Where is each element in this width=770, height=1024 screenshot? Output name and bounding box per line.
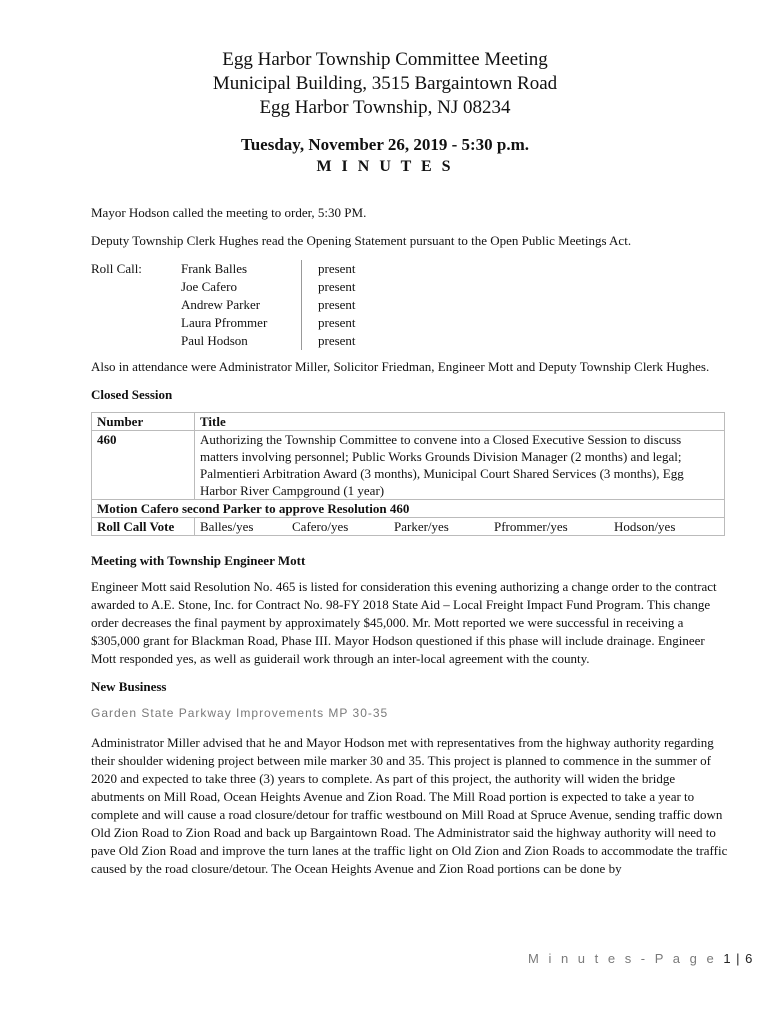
engineer-paragraph: Engineer Mott said Resolution No. 465 is listed for consideration this evening authorizing a change order to the contract awarded to A.E. Stone, Inc. for Contract No. 98-FY 2018 State Aid – Local Freight Impact Fund Program. This change order decreases the final payment by approximately $45,000. Mr. Mott reported we were successful in receiving a $305,000 grant for Blackman Road, Phase III. Mayor Hodson questioned if this phase will include drainage. Engineer Mott responded yes, as well as guiderail work through an inter-local agreement with the county. bbox=[91, 579, 717, 666]
opening-statement-paragraph: Deputy Township Clerk Hughes read the Opening Statement pursuant to the Open Public Meetings Act. bbox=[91, 233, 632, 248]
closed-session-table bbox=[91, 412, 725, 536]
header-city: Egg Harbor Township, NJ 08234 bbox=[259, 97, 511, 118]
document-header bbox=[0, 48, 770, 120]
minutes-title: M I N U T E S bbox=[316, 158, 454, 175]
parkway-subheading: Garden State Parkway Improvements MP 30-35 bbox=[91, 706, 389, 720]
roll-call-name: Paul Hodson bbox=[181, 333, 248, 348]
table-row bbox=[92, 413, 725, 431]
roll-call-status: present bbox=[318, 297, 356, 312]
closed-session-heading: Closed Session bbox=[91, 387, 173, 402]
roll-call bbox=[91, 260, 731, 350]
column-header-title: Title bbox=[195, 413, 725, 431]
document-subheader bbox=[0, 134, 770, 178]
motion-text: Motion Cafero second Parker to approve Resolution 460 bbox=[92, 500, 725, 518]
resolution-number: 460 bbox=[92, 431, 195, 500]
parkway-paragraph: Administrator Miller advised that he and Mayor Hodson met with representatives from the highway authority regarding their shoulder widening project between mile marker 30 and 35. This project is planned to commence in the summer of 2020 and expected to take three (3) years to complete. As part of this project, the authority will widen the bridge abutments on Mill Road, Ocean Heights Avenue and Zion Road. The Mill Road portion is expected to take a year to complete and will cause a road closure/detour for traffic westbound on Mill Road at Spruce Avenue, sending traffic down Old Zion Road to Zion Road and back up Bargaintown Road. The Administrator said the highway authority will need to pave Old Zion Road and improve the turn lanes at the traffic light on Old Zion and Zion Roads to accommodate the traffic caused by the road closure/detour. The Ocean Heights Avenue and Zion Road portions can be done by bbox=[91, 735, 728, 876]
page-footer bbox=[528, 951, 753, 966]
attendance-paragraph: Also in attendance were Administrator Miller, Solicitor Friedman, Engineer Mott and Deputy Township Clerk Hughes. bbox=[91, 359, 710, 374]
document-body bbox=[91, 204, 731, 878]
table-row bbox=[92, 518, 725, 536]
roll-call-status: present bbox=[318, 261, 356, 276]
roll-call-label: Roll Call: bbox=[91, 261, 142, 276]
table-row bbox=[92, 500, 725, 518]
vote-entry: Balles/yes bbox=[200, 519, 254, 534]
meeting-date: Tuesday, November 26, 2019 - 5:30 p.m. bbox=[240, 135, 530, 154]
roll-call-status: present bbox=[318, 333, 356, 348]
roll-call-name: Frank Balles bbox=[181, 261, 248, 276]
roll-call-votes bbox=[195, 518, 725, 536]
vote-entry: Pfrommer/yes bbox=[494, 519, 568, 534]
roll-call-statuses bbox=[302, 260, 356, 350]
vote-entry: Hodson/yes bbox=[614, 519, 676, 534]
resolution-title: Authorizing the Township Committee to convene into a Closed Executive Session to discuss matters involving personnel; Public Works Grounds Division Manager (2 months) and legal; Palmentieri Arbitration Award (3 months), Municipal Court Shared Services (3 months), Egg Harbor River Campground (1 year) bbox=[195, 431, 725, 500]
roll-call-names bbox=[181, 260, 302, 350]
new-business-heading: New Business bbox=[91, 679, 167, 694]
vote-entry: Parker/yes bbox=[394, 519, 449, 534]
call-to-order-paragraph: Mayor Hodson called the meeting to order, 5:30 PM. bbox=[91, 205, 367, 220]
roll-call-status: present bbox=[318, 279, 356, 294]
roll-call-name: Joe Cafero bbox=[181, 279, 237, 294]
footer-label: M i n u t e s - P a g e bbox=[528, 951, 717, 966]
engineer-heading: Meeting with Township Engineer Mott bbox=[91, 553, 306, 568]
roll-call-name: Andrew Parker bbox=[181, 297, 261, 312]
page-number: 1 | 6 bbox=[723, 951, 754, 966]
vote-entry: Cafero/yes bbox=[292, 519, 349, 534]
column-header-number: Number bbox=[92, 413, 195, 431]
header-address: Municipal Building, 3515 Bargaintown Road bbox=[212, 73, 558, 94]
roll-call-vote-label: Roll Call Vote bbox=[92, 518, 195, 536]
roll-call-status: present bbox=[318, 315, 356, 330]
header-title: Egg Harbor Township Committee Meeting bbox=[222, 49, 548, 70]
table-row bbox=[92, 431, 725, 500]
roll-call-name: Laura Pfrommer bbox=[181, 315, 268, 330]
